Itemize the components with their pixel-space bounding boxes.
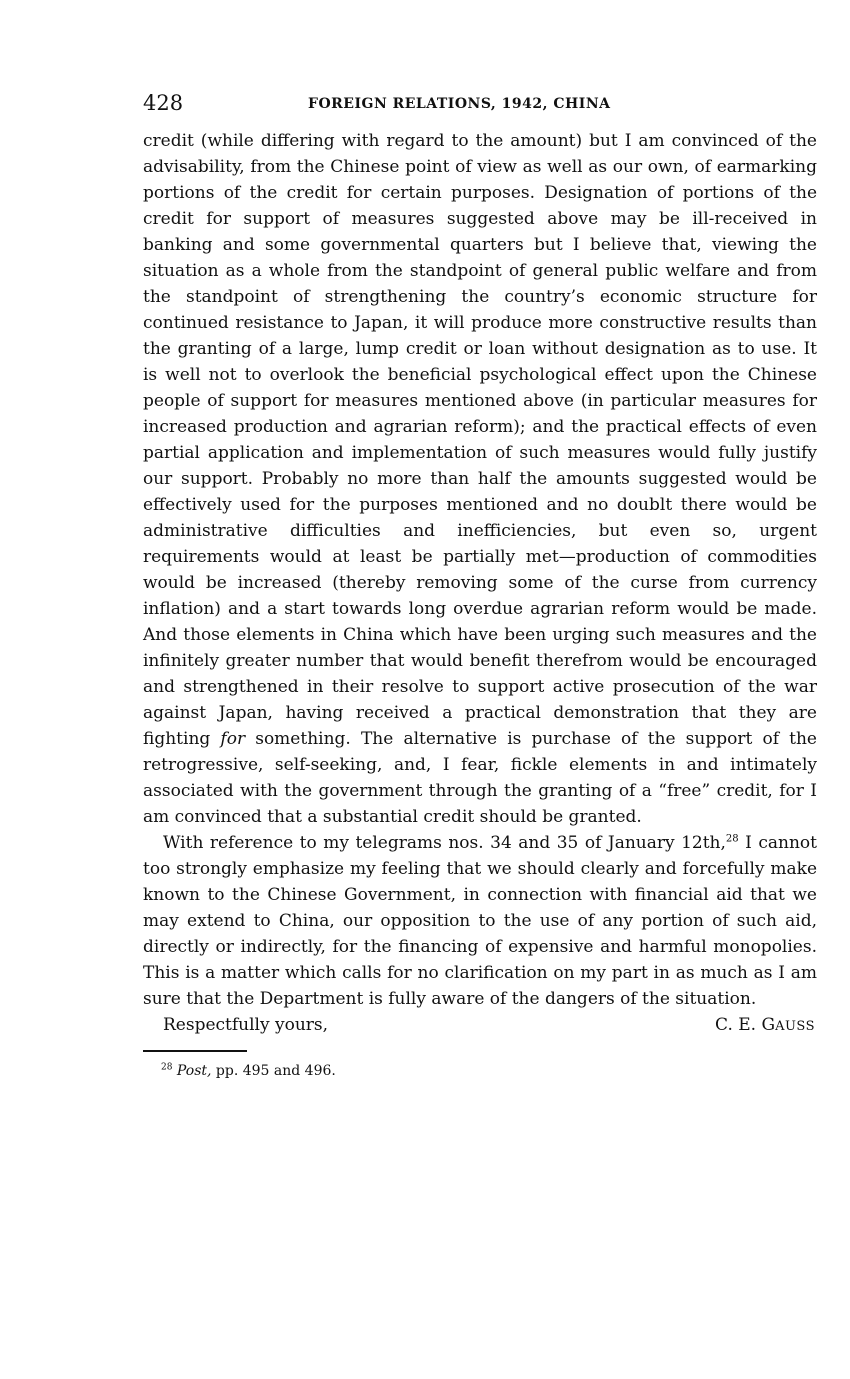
document-page xyxy=(143,88,817,1082)
paragraph-2-text-after: I cannot too strongly emphasize my feeling that we should clearly and forcefully make known to the Chinese Government, in connection with financial aid that we may extend to China, our opposition to the use of any portion of such aid, directly or indirectly, for the financing of expensive and harmful monopolies. This is a matter which calls for no clarification on my part in as much as I am sure that the Department is fully aware of the dangers of the situation. xyxy=(143,833,817,1009)
letter-closing xyxy=(143,1012,817,1040)
page-header xyxy=(143,88,817,128)
paragraph-2 xyxy=(143,830,817,1012)
footnote-text: pp. 495 and 496. xyxy=(211,1063,336,1079)
salutation: Respectfully yours, xyxy=(163,1015,329,1035)
signature-initials: C. E. G xyxy=(715,1015,776,1035)
footnote-reference: 28 xyxy=(725,833,739,845)
footnote-italic: Post, xyxy=(176,1063,212,1079)
footnote xyxy=(161,1060,817,1082)
page-number: 428 xyxy=(143,91,184,115)
running-head: FOREIGN RELATIONS, 1942, CHINA xyxy=(308,96,611,112)
footnote-marker: 28 xyxy=(161,1062,173,1073)
signature-rest: AUSS xyxy=(775,1019,815,1034)
paragraph-1-emphasis: for xyxy=(220,729,246,749)
paragraph-2-text-before: With reference to my telegrams nos. 34 and 35 of January 12th, xyxy=(163,833,726,853)
paragraph-1-text-after: something. The alternative is purchase of the support of the retrogressive, self-seeking, and, I fear, fickle elements in and intimately associated with the government through the granting of a “free” credit, for I am convinced that a substantial credit should be granted. xyxy=(143,729,817,827)
footnote-divider xyxy=(143,1050,247,1052)
paragraph-1-text: credit (while differing with regard to the amount) but I am convinced of the advisability, from the Chinese point of view as well as our own, of earmarking portions of the credit for certain purposes. Designation of portions of the credit for support of measures suggested above may be ill-received in banking and some governmental quarters but I believe that, viewing the situation as a whole from the standpoint of general public welfare and from the standpoint of strengthening the country’s economic structure for continued resistance to Japan, it will produce more constructive results than the granting of a large, lump credit or loan without designation as to use. It is well not to overlook the beneficial psychological effect upon the Chinese people of support for measures mentioned above (in particular measures for increased production and agrarian reform); and the practical effects of even partial application and implementation of such measures would fully justify our support. Probably no more than half the amounts suggested would be effectively used for the purposes mentioned and no doublt there would be administrative difficulties and inefficiencies, but even so, urgent requirements would at least be partially met—production of commodities would be increased (thereby removing some of the curse from currency inflation) and a start towards long overdue agrarian reform would be made. And those elements in China which have been urging such measures and the infinitely greater number that would benefit therefrom would be encouraged and strengthened in their resolve to support active prosecution of the war against Japan, having received a practical demonstration that they are fighting xyxy=(143,131,817,749)
paragraph-1 xyxy=(143,128,817,830)
signature xyxy=(715,1012,815,1040)
